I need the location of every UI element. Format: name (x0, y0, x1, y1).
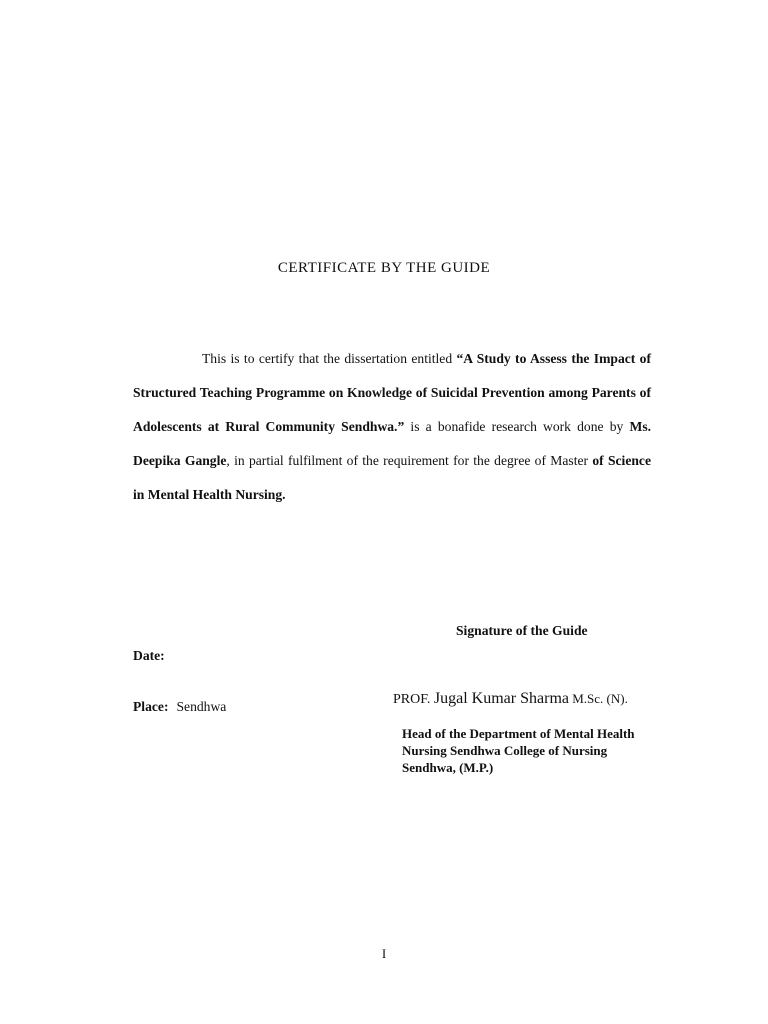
signature-label: Signature of the Guide (456, 623, 588, 638)
body-mid-text: is a bonafide research work done by (404, 419, 630, 434)
guide-name-line (393, 690, 628, 708)
degree-name: of Science in Mental Health Nursing. (133, 453, 651, 502)
page-number: I (381, 946, 387, 961)
body-mid-text-2: , in partial fulfilment of the requirement for the degree of Master (226, 453, 593, 468)
student-name: Ms. Deepika Gangle (133, 419, 652, 468)
place-value: Sendhwa (176, 699, 227, 714)
certificate-title: CERTIFICATE BY THE GUIDE (277, 260, 491, 276)
place-label-text: Place: (133, 699, 169, 714)
guide-prefix: PROF. (393, 692, 434, 707)
guide-degree: M.Sc. (N). (568, 691, 628, 706)
certificate-body (133, 342, 651, 512)
body-intro: This is to certify that the dissertation entitled (202, 351, 457, 366)
study-title: “A Study to Assess the Impact of Structured Teaching Programme on Knowledge of Suicidal Prevention among Parents of Adolescents at Rural Community Sendhwa.” (133, 351, 651, 434)
guide-name: Jugal Kumar Sharma (433, 690, 569, 707)
date-label: Date: (133, 648, 165, 663)
guide-role: Head of the Department of Mental Health Nursing Sendhwa College of Nursing Sendhwa, (M.P.) (402, 726, 635, 775)
place-label (133, 699, 226, 715)
